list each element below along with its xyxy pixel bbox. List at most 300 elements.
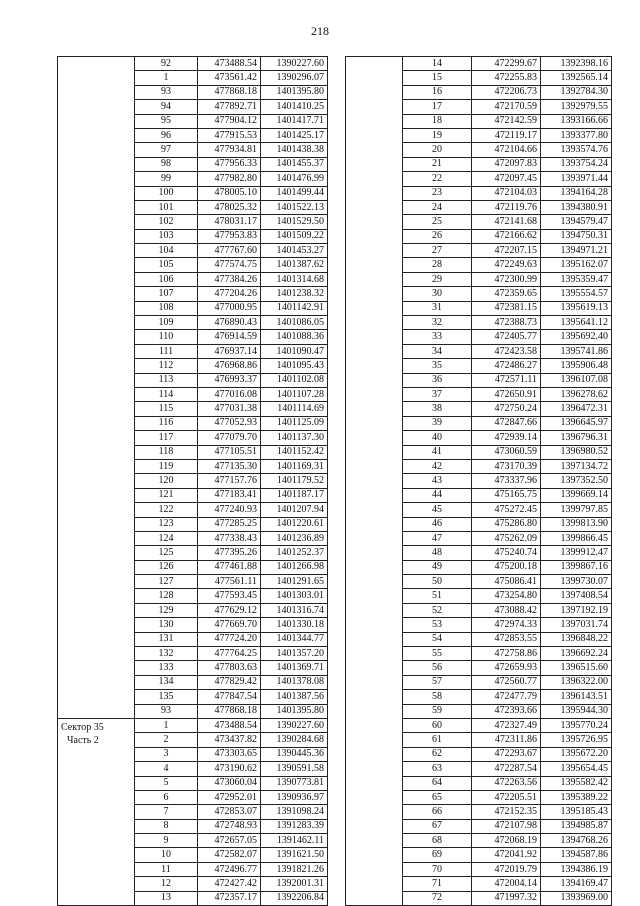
x-coordinate: 476993.37 — [198, 373, 261, 387]
y-coordinate: 1390773.81 — [261, 776, 328, 790]
point-number: 9 — [135, 834, 198, 848]
y-coordinate: 1399669.14 — [541, 488, 612, 502]
y-coordinate: 1396645.97 — [541, 416, 612, 430]
point-number: 114 — [135, 387, 198, 401]
x-coordinate: 472571.11 — [472, 373, 541, 387]
y-coordinate: 1401088.36 — [261, 330, 328, 344]
y-coordinate: 1401453.27 — [261, 244, 328, 258]
y-coordinate: 1397352.50 — [541, 474, 612, 488]
y-coordinate: 1390445.36 — [261, 747, 328, 761]
x-coordinate: 477868.18 — [198, 85, 261, 99]
x-coordinate: 472041.92 — [472, 848, 541, 862]
y-coordinate: 1396692.24 — [541, 647, 612, 661]
y-coordinate: 1392206.84 — [261, 891, 328, 905]
y-coordinate: 1401387.62 — [261, 258, 328, 272]
y-coordinate: 1395359.47 — [541, 272, 612, 286]
sector-label-cell — [58, 718, 135, 905]
point-number: 16 — [403, 85, 472, 99]
point-number: 67 — [403, 819, 472, 833]
point-number: 52 — [403, 603, 472, 617]
point-number: 92 — [135, 57, 198, 71]
point-number: 123 — [135, 517, 198, 531]
sector-cell-empty — [58, 57, 135, 719]
x-coordinate: 472287.54 — [472, 762, 541, 776]
y-coordinate: 1401395.80 — [261, 85, 328, 99]
x-coordinate: 476890.43 — [198, 316, 261, 330]
y-coordinate: 1401455.37 — [261, 157, 328, 171]
point-number: 104 — [135, 244, 198, 258]
x-coordinate: 478005.10 — [198, 186, 261, 200]
y-coordinate: 1401425.17 — [261, 128, 328, 142]
y-coordinate: 1396848.22 — [541, 632, 612, 646]
y-coordinate: 1393574.76 — [541, 143, 612, 157]
point-number: 43 — [403, 474, 472, 488]
point-number: 47 — [403, 531, 472, 545]
x-coordinate: 476937.14 — [198, 344, 261, 358]
point-number: 49 — [403, 560, 472, 574]
point-number: 1 — [135, 71, 198, 85]
point-number: 53 — [403, 618, 472, 632]
point-number: 118 — [135, 445, 198, 459]
y-coordinate: 1393166.66 — [541, 114, 612, 128]
point-number: 68 — [403, 834, 472, 848]
point-number: 131 — [135, 632, 198, 646]
y-coordinate: 1396796.31 — [541, 431, 612, 445]
x-coordinate: 477764.25 — [198, 647, 261, 661]
point-number: 71 — [403, 877, 472, 891]
x-coordinate: 477135.30 — [198, 459, 261, 473]
y-coordinate: 1394768.26 — [541, 834, 612, 848]
x-coordinate: 473488.54 — [198, 718, 261, 732]
y-coordinate: 1401438.38 — [261, 143, 328, 157]
x-coordinate: 472119.17 — [472, 128, 541, 142]
point-number: 113 — [135, 373, 198, 387]
x-coordinate: 472853.07 — [198, 805, 261, 819]
x-coordinate: 472207.15 — [472, 244, 541, 258]
x-coordinate: 473170.39 — [472, 459, 541, 473]
y-coordinate: 1401220.61 — [261, 517, 328, 531]
point-number: 105 — [135, 258, 198, 272]
point-number: 37 — [403, 387, 472, 401]
x-coordinate: 475165.75 — [472, 488, 541, 502]
x-coordinate: 477767.60 — [198, 244, 261, 258]
x-coordinate: 472427.42 — [198, 877, 261, 891]
x-coordinate: 472952.01 — [198, 790, 261, 804]
y-coordinate: 1401114.69 — [261, 402, 328, 416]
y-coordinate: 1396278.62 — [541, 387, 612, 401]
point-number: 51 — [403, 589, 472, 603]
x-coordinate: 472560.77 — [472, 675, 541, 689]
x-coordinate: 472847.66 — [472, 416, 541, 430]
x-coordinate: 472939.14 — [472, 431, 541, 445]
point-number: 110 — [135, 330, 198, 344]
y-coordinate: 1395654.45 — [541, 762, 612, 776]
point-number: 109 — [135, 316, 198, 330]
point-number: 130 — [135, 618, 198, 632]
x-coordinate: 472423.58 — [472, 344, 541, 358]
x-coordinate: 473337.96 — [472, 474, 541, 488]
y-coordinate: 1401152.42 — [261, 445, 328, 459]
point-number: 3 — [135, 747, 198, 761]
point-number: 102 — [135, 215, 198, 229]
x-coordinate: 473303.65 — [198, 747, 261, 761]
point-number: 93 — [135, 85, 198, 99]
y-coordinate: 1395641.12 — [541, 316, 612, 330]
x-coordinate: 477157.76 — [198, 474, 261, 488]
x-coordinate: 473488.54 — [198, 57, 261, 71]
y-coordinate: 1401303.01 — [261, 589, 328, 603]
point-number: 29 — [403, 272, 472, 286]
point-number: 119 — [135, 459, 198, 473]
y-coordinate: 1391462.11 — [261, 834, 328, 848]
y-coordinate: 1401522.13 — [261, 200, 328, 214]
point-number: 11 — [135, 862, 198, 876]
y-coordinate: 1401291.65 — [261, 575, 328, 589]
x-coordinate: 473088.42 — [472, 603, 541, 617]
x-coordinate: 472255.83 — [472, 71, 541, 85]
x-coordinate: 472004.14 — [472, 877, 541, 891]
point-number: 14 — [403, 57, 472, 71]
x-coordinate: 472405.77 — [472, 330, 541, 344]
point-number: 57 — [403, 675, 472, 689]
x-coordinate: 472119.76 — [472, 200, 541, 214]
x-coordinate: 472019.79 — [472, 862, 541, 876]
point-number: 96 — [135, 128, 198, 142]
point-number: 34 — [403, 344, 472, 358]
point-number: 107 — [135, 287, 198, 301]
y-coordinate: 1401529.50 — [261, 215, 328, 229]
table-row — [58, 57, 328, 71]
y-coordinate: 1401137.30 — [261, 431, 328, 445]
x-coordinate: 477847.54 — [198, 690, 261, 704]
x-coordinate: 477561.11 — [198, 575, 261, 589]
y-coordinate: 1393971.44 — [541, 172, 612, 186]
y-coordinate: 1401378.08 — [261, 675, 328, 689]
point-number: 106 — [135, 272, 198, 286]
x-coordinate: 477953.83 — [198, 229, 261, 243]
y-coordinate: 1395906.48 — [541, 359, 612, 373]
x-coordinate: 473254.80 — [472, 589, 541, 603]
x-coordinate: 472393.66 — [472, 704, 541, 718]
y-coordinate: 1394169.47 — [541, 877, 612, 891]
x-coordinate: 472205.51 — [472, 790, 541, 804]
x-coordinate: 472388.73 — [472, 316, 541, 330]
y-coordinate: 1391821.26 — [261, 862, 328, 876]
point-number: 56 — [403, 661, 472, 675]
x-coordinate: 472311.86 — [472, 733, 541, 747]
point-number: 58 — [403, 690, 472, 704]
point-number: 61 — [403, 733, 472, 747]
left-coordinates-table — [57, 56, 328, 906]
point-number: 115 — [135, 402, 198, 416]
point-number: 62 — [403, 747, 472, 761]
point-number: 7 — [135, 805, 198, 819]
point-number: 112 — [135, 359, 198, 373]
x-coordinate: 473060.04 — [198, 776, 261, 790]
x-coordinate: 477934.81 — [198, 143, 261, 157]
x-coordinate: 472299.67 — [472, 57, 541, 71]
point-number: 116 — [135, 416, 198, 430]
x-coordinate: 472496.77 — [198, 862, 261, 876]
y-coordinate: 1397031.74 — [541, 618, 612, 632]
y-coordinate: 1396322.00 — [541, 675, 612, 689]
point-number: 15 — [403, 71, 472, 85]
point-number: 122 — [135, 503, 198, 517]
x-coordinate: 476968.86 — [198, 359, 261, 373]
y-coordinate: 1394985.87 — [541, 819, 612, 833]
x-coordinate: 475200.18 — [472, 560, 541, 574]
point-number: 33 — [403, 330, 472, 344]
point-number: 5 — [135, 776, 198, 790]
page-number: 218 — [311, 24, 329, 38]
y-coordinate: 1394579.47 — [541, 215, 612, 229]
point-number: 26 — [403, 229, 472, 243]
y-coordinate: 1394750.31 — [541, 229, 612, 243]
point-number: 60 — [403, 718, 472, 732]
point-number: 30 — [403, 287, 472, 301]
point-number: 72 — [403, 891, 472, 905]
point-number: 8 — [135, 819, 198, 833]
y-coordinate: 1401417.71 — [261, 114, 328, 128]
point-number: 121 — [135, 488, 198, 502]
x-coordinate: 472206.73 — [472, 85, 541, 99]
part-label: Часть 2 — [67, 734, 99, 746]
point-number: 126 — [135, 560, 198, 574]
x-coordinate: 477868.18 — [198, 704, 261, 718]
point-number: 22 — [403, 172, 472, 186]
y-coordinate: 1396515.60 — [541, 661, 612, 675]
point-number: 54 — [403, 632, 472, 646]
point-number: 46 — [403, 517, 472, 531]
x-coordinate: 472152.35 — [472, 805, 541, 819]
x-coordinate: 473437.82 — [198, 733, 261, 747]
y-coordinate: 1394386.19 — [541, 862, 612, 876]
y-coordinate: 1401499.44 — [261, 186, 328, 200]
x-coordinate: 472477.79 — [472, 690, 541, 704]
y-coordinate: 1401252.37 — [261, 546, 328, 560]
y-coordinate: 1401187.17 — [261, 488, 328, 502]
x-coordinate: 478025.32 — [198, 200, 261, 214]
x-coordinate: 477395.26 — [198, 546, 261, 560]
x-coordinate: 477892.71 — [198, 100, 261, 114]
x-coordinate: 472327.49 — [472, 718, 541, 732]
y-coordinate: 1401086.05 — [261, 316, 328, 330]
x-coordinate: 472359.65 — [472, 287, 541, 301]
y-coordinate: 1401410.25 — [261, 100, 328, 114]
x-coordinate: 472263.56 — [472, 776, 541, 790]
y-coordinate: 1401316.74 — [261, 603, 328, 617]
point-number: 35 — [403, 359, 472, 373]
y-coordinate: 1395185.43 — [541, 805, 612, 819]
y-coordinate: 1393969.00 — [541, 891, 612, 905]
x-coordinate: 477803.63 — [198, 661, 261, 675]
y-coordinate: 1401207.94 — [261, 503, 328, 517]
x-coordinate: 472974.33 — [472, 618, 541, 632]
x-coordinate: 477384.26 — [198, 272, 261, 286]
point-number: 32 — [403, 316, 472, 330]
x-coordinate: 472104.03 — [472, 186, 541, 200]
x-coordinate: 472170.59 — [472, 100, 541, 114]
point-number: 2 — [135, 733, 198, 747]
x-coordinate: 476914.59 — [198, 330, 261, 344]
y-coordinate: 1401238.32 — [261, 287, 328, 301]
y-coordinate: 1395741.86 — [541, 344, 612, 358]
x-coordinate: 477016.08 — [198, 387, 261, 401]
point-number: 103 — [135, 229, 198, 243]
y-coordinate: 1399797.85 — [541, 503, 612, 517]
y-coordinate: 1401330.18 — [261, 618, 328, 632]
point-number: 48 — [403, 546, 472, 560]
x-coordinate: 471997.32 — [472, 891, 541, 905]
x-coordinate: 477982.80 — [198, 172, 261, 186]
y-coordinate: 1397408.54 — [541, 589, 612, 603]
y-coordinate: 1396107.08 — [541, 373, 612, 387]
x-coordinate: 472357.17 — [198, 891, 261, 905]
point-number: 41 — [403, 445, 472, 459]
y-coordinate: 1401344.77 — [261, 632, 328, 646]
y-coordinate: 1399912.47 — [541, 546, 612, 560]
y-coordinate: 1395944.30 — [541, 704, 612, 718]
x-coordinate: 475286.80 — [472, 517, 541, 531]
y-coordinate: 1394164.28 — [541, 186, 612, 200]
point-number: 39 — [403, 416, 472, 430]
y-coordinate: 1395582.42 — [541, 776, 612, 790]
point-number: 124 — [135, 531, 198, 545]
x-coordinate: 472650.91 — [472, 387, 541, 401]
y-coordinate: 1401125.09 — [261, 416, 328, 430]
point-number: 10 — [135, 848, 198, 862]
y-coordinate: 1401509.22 — [261, 229, 328, 243]
y-coordinate: 1392398.16 — [541, 57, 612, 71]
x-coordinate: 472748.93 — [198, 819, 261, 833]
x-coordinate: 472141.68 — [472, 215, 541, 229]
y-coordinate: 1401395.80 — [261, 704, 328, 718]
x-coordinate: 477285.25 — [198, 517, 261, 531]
x-coordinate: 477461.88 — [198, 560, 261, 574]
y-coordinate: 1395554.57 — [541, 287, 612, 301]
point-number: 134 — [135, 675, 198, 689]
y-coordinate: 1401102.08 — [261, 373, 328, 387]
y-coordinate: 1399867.16 — [541, 560, 612, 574]
x-coordinate: 475262.09 — [472, 531, 541, 545]
y-coordinate: 1393377.80 — [541, 128, 612, 142]
x-coordinate: 477915.53 — [198, 128, 261, 142]
point-number: 6 — [135, 790, 198, 804]
x-coordinate: 472107.98 — [472, 819, 541, 833]
y-coordinate: 1396143.51 — [541, 690, 612, 704]
point-number: 93 — [135, 704, 198, 718]
y-coordinate: 1401095.43 — [261, 359, 328, 373]
y-coordinate: 1392979.55 — [541, 100, 612, 114]
point-number: 25 — [403, 215, 472, 229]
y-coordinate: 1392565.14 — [541, 71, 612, 85]
point-number: 97 — [135, 143, 198, 157]
x-coordinate: 477183.41 — [198, 488, 261, 502]
x-coordinate: 472104.66 — [472, 143, 541, 157]
y-coordinate: 1390284.68 — [261, 733, 328, 747]
point-number: 129 — [135, 603, 198, 617]
x-coordinate: 472853.55 — [472, 632, 541, 646]
y-coordinate: 1394380.91 — [541, 200, 612, 214]
y-coordinate: 1401236.89 — [261, 531, 328, 545]
x-coordinate: 477629.12 — [198, 603, 261, 617]
point-number: 127 — [135, 575, 198, 589]
x-coordinate: 472097.83 — [472, 157, 541, 171]
point-number: 98 — [135, 157, 198, 171]
point-number: 94 — [135, 100, 198, 114]
y-coordinate: 1394587.86 — [541, 848, 612, 862]
x-coordinate: 472249.63 — [472, 258, 541, 272]
point-number: 38 — [403, 402, 472, 416]
sector-label: Сектор 35 — [61, 721, 104, 733]
x-coordinate: 477031.38 — [198, 402, 261, 416]
x-coordinate: 477105.51 — [198, 445, 261, 459]
point-number: 36 — [403, 373, 472, 387]
y-coordinate: 1390227.60 — [261, 718, 328, 732]
x-coordinate: 477669.70 — [198, 618, 261, 632]
point-number: 55 — [403, 647, 472, 661]
table-row — [346, 57, 612, 71]
x-coordinate: 477574.75 — [198, 258, 261, 272]
point-number: 132 — [135, 647, 198, 661]
point-number: 44 — [403, 488, 472, 502]
point-number: 50 — [403, 575, 472, 589]
x-coordinate: 478031.17 — [198, 215, 261, 229]
point-number: 117 — [135, 431, 198, 445]
x-coordinate: 477593.45 — [198, 589, 261, 603]
point-number: 42 — [403, 459, 472, 473]
point-number: 100 — [135, 186, 198, 200]
point-number: 120 — [135, 474, 198, 488]
x-coordinate: 477240.93 — [198, 503, 261, 517]
point-number: 135 — [135, 690, 198, 704]
y-coordinate: 1394971.21 — [541, 244, 612, 258]
y-coordinate: 1395162.07 — [541, 258, 612, 272]
y-coordinate: 1392001.31 — [261, 877, 328, 891]
sector-cell-empty — [346, 57, 403, 906]
point-number: 19 — [403, 128, 472, 142]
y-coordinate: 1399813.90 — [541, 517, 612, 531]
point-number: 125 — [135, 546, 198, 560]
x-coordinate: 477000.95 — [198, 301, 261, 315]
y-coordinate: 1401142.91 — [261, 301, 328, 315]
y-coordinate: 1390227.60 — [261, 57, 328, 71]
point-number: 128 — [135, 589, 198, 603]
x-coordinate: 477052.93 — [198, 416, 261, 430]
x-coordinate: 472582.07 — [198, 848, 261, 862]
point-number: 65 — [403, 790, 472, 804]
x-coordinate: 472142.59 — [472, 114, 541, 128]
y-coordinate: 1391621.50 — [261, 848, 328, 862]
point-number: 66 — [403, 805, 472, 819]
x-coordinate: 477956.33 — [198, 157, 261, 171]
y-coordinate: 1401476.99 — [261, 172, 328, 186]
y-coordinate: 1393754.24 — [541, 157, 612, 171]
point-number: 108 — [135, 301, 198, 315]
y-coordinate: 1396472.31 — [541, 402, 612, 416]
x-coordinate: 477338.43 — [198, 531, 261, 545]
point-number: 99 — [135, 172, 198, 186]
x-coordinate: 477829.42 — [198, 675, 261, 689]
x-coordinate: 473561.42 — [198, 71, 261, 85]
table-row — [58, 718, 328, 732]
y-coordinate: 1401266.98 — [261, 560, 328, 574]
x-coordinate: 472758.86 — [472, 647, 541, 661]
y-coordinate: 1395389.22 — [541, 790, 612, 804]
y-coordinate: 1395770.24 — [541, 718, 612, 732]
point-number: 45 — [403, 503, 472, 517]
point-number: 63 — [403, 762, 472, 776]
